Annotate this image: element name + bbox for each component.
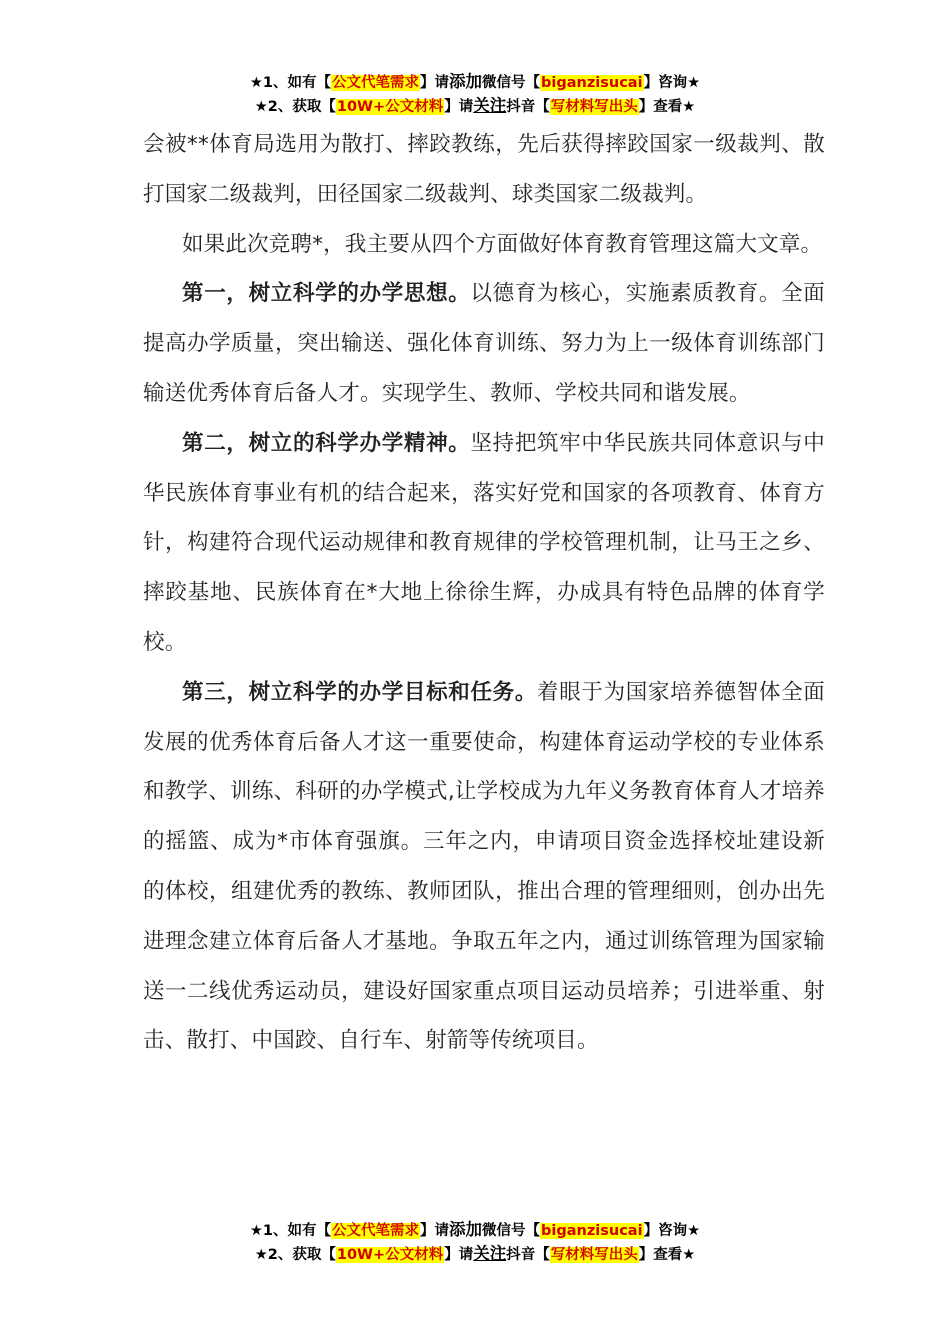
banner-line-2	[0, 94, 950, 118]
banner-text: 】请	[444, 99, 474, 115]
point-heading: 第一，树立科学的办学思想。	[182, 281, 471, 307]
highlight-douyin-account: 写材料写出头	[550, 1247, 638, 1263]
highlight-materials: 10W+公文材料	[336, 99, 444, 115]
highlight-materials: 10W+公文材料	[336, 1247, 444, 1263]
highlight-douyin-account: 写材料写出头	[550, 99, 638, 115]
banner-text: 】请	[444, 1247, 474, 1263]
banner-text: 】咨询★	[643, 1223, 701, 1239]
paragraph-point-3	[143, 668, 825, 1066]
banner-text: ★1、如有【	[249, 1223, 332, 1239]
banner-text: 】请	[420, 1223, 450, 1239]
paragraph-continued: 会被**体育局选用为散打、摔跤教练，先后获得摔跤国家一级裁判、散打国家二级裁判，田径国家二级裁判、球类国家二级裁判。	[143, 132, 825, 207]
banner-text: 微信号【	[482, 1223, 541, 1239]
banner-emphasis: 添加	[449, 1220, 483, 1239]
point-heading: 第二，树立的科学办学精神。	[182, 430, 471, 456]
paragraph-point-2	[143, 419, 825, 668]
highlight-wechat-id: biganzisucai	[541, 75, 643, 91]
banner-text: 抖音【	[506, 99, 550, 115]
footer-banner	[0, 1218, 950, 1266]
banner-text: 】查看★	[638, 99, 696, 115]
banner-text: 微信号【	[482, 75, 541, 91]
banner-emphasis: 关注	[473, 1244, 507, 1263]
point-heading: 第三，树立科学的办学目标和任务。	[182, 679, 538, 705]
highlight-service: 公文代笔需求	[332, 75, 420, 91]
banner-text: 】请	[420, 75, 450, 91]
highlight-service: 公文代笔需求	[332, 1223, 420, 1239]
banner-line-1	[0, 1218, 950, 1242]
banner-line-2	[0, 1242, 950, 1266]
banner-text: ★2、获取【	[254, 99, 336, 115]
banner-text: 】咨询★	[643, 75, 701, 91]
banner-text: ★2、获取【	[254, 1247, 336, 1263]
paragraph-point-1	[143, 269, 825, 418]
header-banner	[0, 70, 950, 118]
paragraph-intro: 如果此次竞聘*，我主要从四个方面做好体育教育管理这篇大文章。	[182, 231, 823, 257]
banner-line-1	[0, 70, 950, 94]
banner-text: 】查看★	[638, 1247, 696, 1263]
point-body: 以德育为核心，实施素质教育。全面提高办学质量，突出输送、强化体育训练、努力为上一级体育训练部门输送优秀体育后备人才。实现学生、教师、学校共同和谐发展。	[143, 281, 826, 406]
highlight-wechat-id: biganzisucai	[541, 1223, 643, 1239]
banner-emphasis: 添加	[449, 72, 483, 91]
banner-emphasis: 关注	[473, 96, 507, 115]
point-body: 着眼于为国家培养德智体全面发展的优秀体育后备人才这一重要使命，构建体育运动学校的专业体系和教学、训练、科研的办学模式,让学校成为九年义务教育体育人才培养的摇篮、成为*市体育强旗。三年之内，申请项目资金选择校址建设新的体校，组建优秀的教练、教师团队，推出合理的管理细则，创办出先进理念建立体育后备人才基地。争取五年之内，通过训练管理为国家输送一二线优秀运动员，建设好国家重点项目运动员培养；引进举重、射击、散打、中国跤、自行车、射箭等传统项目。	[143, 679, 825, 1054]
banner-text: ★1、如有【	[249, 75, 332, 91]
point-body: 坚持把筑牢中华民族共同体意识与中华民族体育事业有机的结合起来，落实好党和国家的各项教育、体育方针，构建符合现代运动规律和教育规律的学校管理机制，让马王之乡、摔跤基地、民族体育在*大地上徐徐生辉，办成具有特色品牌的体育学校。	[143, 430, 826, 655]
banner-text: 抖音【	[506, 1247, 550, 1263]
document-body	[143, 120, 825, 1066]
